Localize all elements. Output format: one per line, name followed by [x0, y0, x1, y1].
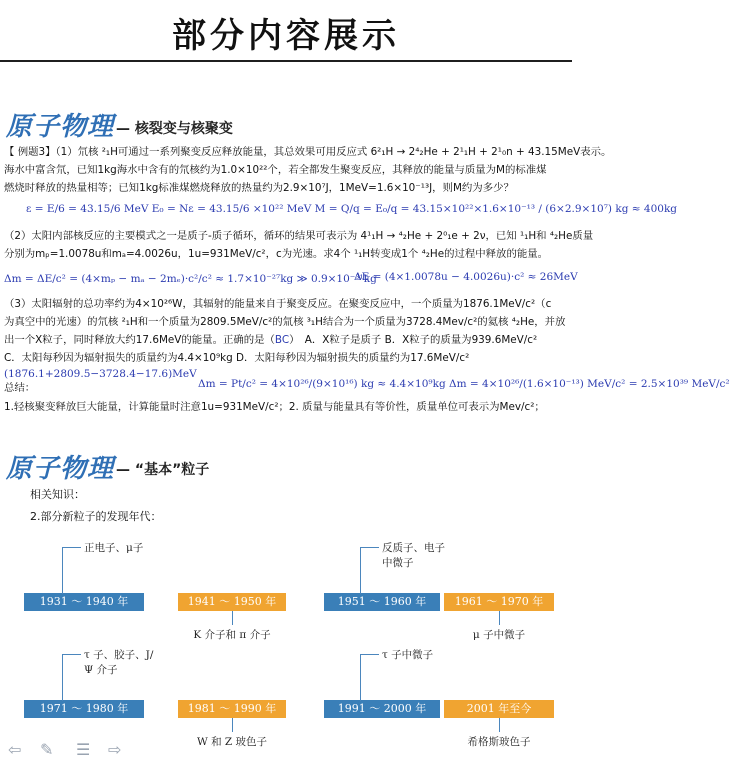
timeline-period-6: 1981 ～ 1990 年	[178, 700, 286, 718]
timeline-particles-5: τ 子、胶子、J/Ψ 介子	[84, 649, 154, 676]
timeline-period-4: 1961 ～ 1970 年	[444, 593, 554, 611]
answer-value: BC	[274, 334, 290, 346]
summary-label: 总结：	[4, 382, 36, 394]
timeline-period-8: 2001 年至今	[444, 700, 554, 718]
options-cd: C．太阳每秒因为辐射损失的质量约为4.4×10⁹kg D．太阳每秒因为辐射损失的质量约为17.6MeV/c²	[4, 352, 470, 364]
page-title: 部分内容展示	[172, 16, 400, 56]
pen-icon[interactable]: ✎	[40, 740, 54, 759]
example3-line3: 燃烧时释放的热量相等；已知1kg标准煤燃烧释放的热量约为2.9×10⁷J，1MeV=1.6×10⁻¹³J，则M约为多少？	[4, 182, 514, 194]
timeline-period-1: 1931 ～ 1940 年	[24, 593, 144, 611]
timeline-particles-1: 正电子、μ子	[84, 542, 144, 554]
timeline-particles-7: τ 子中微子	[382, 649, 434, 661]
part2-line1: （2）太阳内部核反应的主要模式之一是质子-质子循环，循环的结果可表示为 4¹₁H → ⁴₂He + 2⁰₁e + 2ν，已知 ¹₁H和 ⁴₂He质量	[4, 230, 594, 242]
menu-icon[interactable]: ☰	[76, 740, 91, 759]
timeline-connector-4	[499, 611, 500, 625]
part3-line3-text: 出一个X粒子，同时释放大约17.6MeV的能量。正确的是	[4, 334, 265, 346]
related-knowledge: 相关知识：	[30, 488, 85, 501]
timeline-connector-7	[360, 654, 379, 701]
timeline-subtitle: 2.部分新粒子的发现年代：	[30, 510, 162, 523]
formula-part2-energy: ΔE = (4×1.0078u − 4.0026u)·c² ≈ 26MeV	[354, 271, 578, 283]
section1-logo: 原子物理	[6, 112, 115, 142]
timeline-particles-2: K 介子和 π 介子	[193, 629, 271, 641]
timeline-particles-8: 希格斯玻色子	[467, 736, 531, 748]
formula-part3-mass: Δm = Pt/c² = 4×10²⁶/(9×10¹⁶) kg ≈ 4.4×10⁹kg Δm = 4×10²⁶/(1.6×10⁻¹³) MeV/c² = 2.5×10³⁹ MeV/c²	[198, 378, 730, 390]
summary-text: 1.轻核聚变释放巨大能量，计算能量时注意1u=931MeV/c²；2. 质量与能量具有等价性，质量单位可表示为Mev/c²；	[4, 401, 545, 413]
timeline-connector-3	[360, 547, 379, 594]
formula-part1: ε = E/6 = 43.15/6 MeV E₀ = Nε = 43.15/6 ×10²² MeV M = Q/q = E₀/q = 43.15×10²²×1.6×10⁻¹³ / (6×2.9×10⁷) kg ≈ 400kg	[26, 203, 678, 215]
timeline-particles-4: μ 子中微子	[472, 629, 526, 641]
part2-line2: 分别为mₚ=1.0078u和mₐ=4.0026u，1u=931MeV/c²，c为光速。求4个 ¹₁H转变成1个 ⁴₂He的过程中释放的能量。	[4, 248, 549, 260]
section2-logo: 原子物理	[6, 454, 115, 484]
example3-line2: 海水中富含氘，已知1kg海水中含有的氘核约为1.0×10²²个，若全都发生聚变反应，其释放的能量与质量为M的标准煤	[4, 164, 547, 176]
formula-part3-sum: (1876.1+2809.5−3728.4−17.6)MeV	[4, 368, 197, 380]
part3-line1: （3）太阳辐射的总功率约为4×10²⁶W，其辐射的能量来自于聚变反应。在聚变反应中，一个质量为1876.1MeV/c²（c	[4, 298, 552, 310]
example3-line1: 【 例题3】（1）氘核 ²₁H可通过一系列聚变反应释放能量，其总效果可用反应式 6²₁H → 2⁴₂He + 2¹₁H + 2¹₀n + 43.15MeV表示。	[4, 146, 612, 158]
timeline-particles-3: 反质子、电子中微子	[382, 542, 445, 569]
forward-arrow-icon[interactable]: ⇨	[108, 740, 122, 759]
timeline-connector-8	[499, 718, 500, 732]
timeline-period-2: 1941 ～ 1950 年	[178, 593, 286, 611]
section2-heading: — “基本”粒子	[116, 462, 210, 478]
formula-part2-mass: Δm = ΔE/c² = (4×mₚ − mₐ − 2mₑ)·c²/c² ≈ 1.7×10⁻²⁷kg ≫ 0.9×10⁻³¹kg	[4, 273, 377, 285]
options-ab: A．X粒子是质子 B．X粒子的质量为939.6MeV/c²	[304, 334, 538, 346]
back-arrow-icon[interactable]: ⇦	[8, 740, 22, 759]
timeline-period-7: 1991 ～ 2000 年	[324, 700, 440, 718]
part3-line3: 出一个X粒子，同时释放大约17.6MeV的能量。正确的是（BC） A．X粒子是质子 B．X粒子的质量为939.6MeV/c²	[4, 334, 538, 346]
timeline-connector-2	[232, 611, 233, 625]
timeline-period-3: 1951 ～ 1960 年	[324, 593, 440, 611]
timeline-connector-5	[62, 654, 81, 701]
timeline-connector-6	[232, 718, 233, 732]
part3-line2: 为真空中的光速）的氘核 ²₁H和一个质量为2809.5MeV/c²的氚核 ³₁H结合为一个质量为3728.4Mev/c²的氦核 ⁴₂He，并放	[4, 316, 566, 328]
timeline-period-5: 1971 ～ 1980 年	[24, 700, 144, 718]
timeline-particles-6: W 和 Z 玻色子	[196, 736, 268, 748]
section1-heading: — 核裂变与核聚变	[116, 121, 233, 137]
timeline-connector-1	[62, 547, 81, 594]
